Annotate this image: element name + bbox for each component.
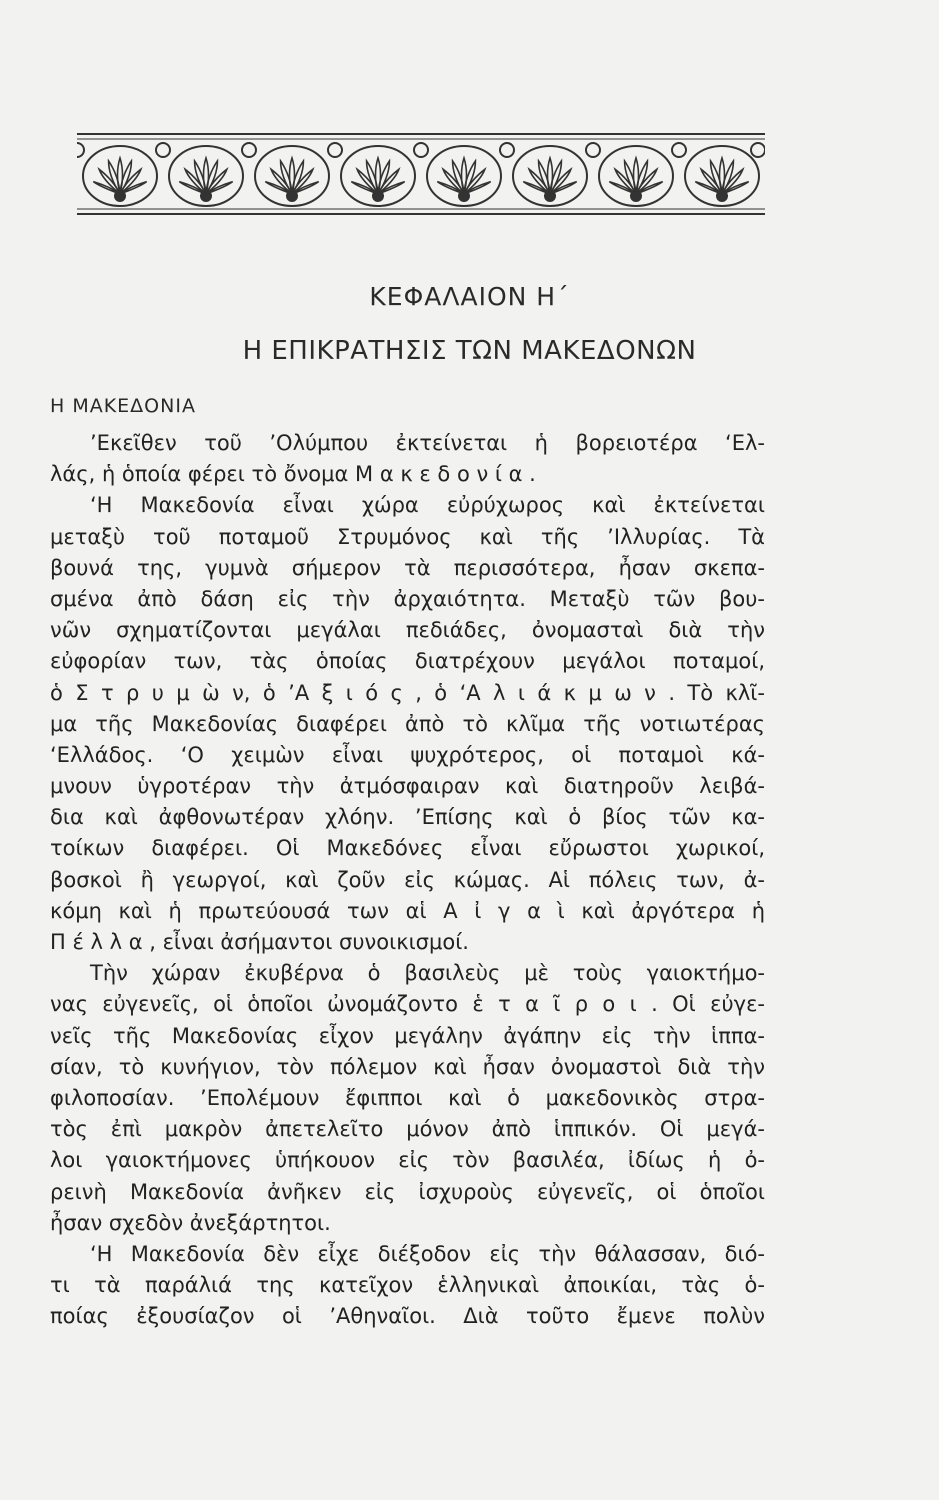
text-line: μα τῆς Μακεδονίας διαφέρει ἀπὸ τὸ κλῖμα τῆς νοτιωτέρας [50,711,765,736]
text-line: νῶν σχηματίζονται μεγάλαι πεδιάδες, ὀνομασταὶ διὰ τὴν [50,618,765,643]
text-line: λοι γαιοκτήμονες ὑπήκουον εἰς τὸν βασιλέα, ἰδίως ἡ ὀ- [50,1148,765,1173]
text-line: τοίκων διαφέρει. Οἱ Μακεδόνες εἶναι εὔρωστοι χωρικοί, [50,836,765,861]
palmette-unit [414,143,501,206]
text-line: εὐφορίαν των, τὰς ὁποίας διατρέχουν μεγάλοι ποταμοί, [50,649,765,674]
text-line: ρεινὴ Μακεδονία ἀνῆκεν εἰς ἰσχυροὺς εὐγενεῖς, οἱ ὁποῖοι [50,1179,765,1204]
text-line: Π έ λ λ α , εἶναι ἀσήμαντοι συνοικισμοί. [50,930,469,954]
palmette-unit [500,143,587,206]
text-line: δια καὶ ἀφθονωτέραν χλόην. ’Επίσης καὶ ὁ βίος τῶν κα- [50,805,765,830]
text-line: ‘Ελλάδος. ‘Ο χειμὼν εἶναι ψυχρότερος, οἱ ποταμοὶ κά- [50,742,765,767]
text-line: κόμη καὶ ἡ πρωτεύουσά των αἱ Α ἰ γ α ὶ καὶ ἀργότερα ἡ [50,898,765,923]
text-line: βουνά της, γυμνὰ σήμερον τὰ περισσότερα, ἦσαν σκεπα- [50,555,765,580]
text-line: τὸς ἐπὶ μακρὸν ἀπετελεῖτο μόνον ἀπὸ ἱππικόν. Οἱ μεγά- [50,1117,765,1142]
palmette-frieze-ornament [77,130,765,218]
text-line: τι τὰ παράλιά της κατεῖχον ἑλληνικαὶ ἀποικίαι, τὰς ὁ- [50,1273,765,1298]
palmette-unit [77,143,157,206]
palmette-unit [242,143,329,206]
text-line: νεῖς τῆς Μακεδονίας εἶχον μεγάλην ἀγάπην εἰς τὴν ἱππα- [50,1023,765,1048]
text-line: ‘Η Μακεδονία εἶναι χώρα εὐρύχωρος καὶ ἐκτείνεται [90,493,765,518]
text-line: σμένα ἀπὸ δάση εἰς τὴν ἀρχαιότητα. Μεταξὺ τῶν βου- [50,586,765,611]
text-line: ποίας ἐξουσίαζον οἱ ’Αθηναῖοι. Διὰ τοῦτο ἔμενε πολὺν [50,1304,765,1329]
palmette-unit [672,143,759,206]
text-line: λάς, ἡ ὁποία φέρει τὸ ὄνομα Μ α κ ε δ ο ν ί α . [50,462,536,487]
chapter-title: Η ΕΠΙΚΡΑΤΗΣΙΣ ΤΩΝ ΜΑΚΕΔΟΝΩΝ [242,336,697,366]
text-line: ’Εκεῖθεν τοῦ ’Ολύμπου ἐκτείνεται ἡ βορειοτέρα ‘Ελ- [90,431,765,455]
text-line: φιλοποσίαν. ’Επολέμουν ἔφιπποι καὶ ὁ μακεδονικὸς στρα- [50,1085,765,1110]
text-line: μνουν ὑγροτέραν τὴν ἀτμόσφαιραν καὶ διατηροῦν λειβά- [50,774,765,799]
text-line: ὁ Σ τ ρ υ μ ὼ ν, ὁ ’Α ξ ι ό ς , ὁ ‘Α λ ι ά κ μ ω ν . Τὸ κλῖ- [50,680,765,705]
chapter-heading: ΚΕΦΑΛΑΙΟΝ Η΄ [369,282,570,311]
text-line: Τὴν χώραν ἐκυβέρνα ὁ βασιλεὺς μὲ τοὺς γαιοκτήμο- [90,961,765,986]
text-line: σίαν, τὸ κυνήγιον, τὸν πόλεμον καὶ ἦσαν ὀνομαστοὶ διὰ τὴν [50,1054,765,1079]
palmette-unit [328,143,415,206]
palmette-unit [586,143,673,206]
scroll-end [751,143,765,157]
text-line: μεταξὺ τοῦ ποταμοῦ Στρυμόνος καὶ τῆς ’Ιλλυρίας. Τὰ [50,524,765,549]
text-line: ἦσαν σχεδὸν ἀνεξάρτητοι. [50,1210,331,1235]
text-line: βοσκοὶ ἢ γεωργοί, καὶ ζοῦν εἰς κώμας. Αἱ πόλεις των, ἀ- [50,867,765,892]
section-heading: Η ΜΑΚΕΔΟΝΙΑ [50,395,196,417]
text-line: ‘Η Μακεδονία δὲν εἶχε διέξοδον εἰς τὴν θάλασσαν, διό- [90,1241,765,1266]
text-line: νας εὐγενεῖς, οἱ ὁποῖοι ὠνομάζοντο ἑ τ α ῖ ρ ο ι . Οἱ εὐγε- [50,992,765,1017]
body-text [50,428,765,1332]
palmette-unit [156,143,243,206]
